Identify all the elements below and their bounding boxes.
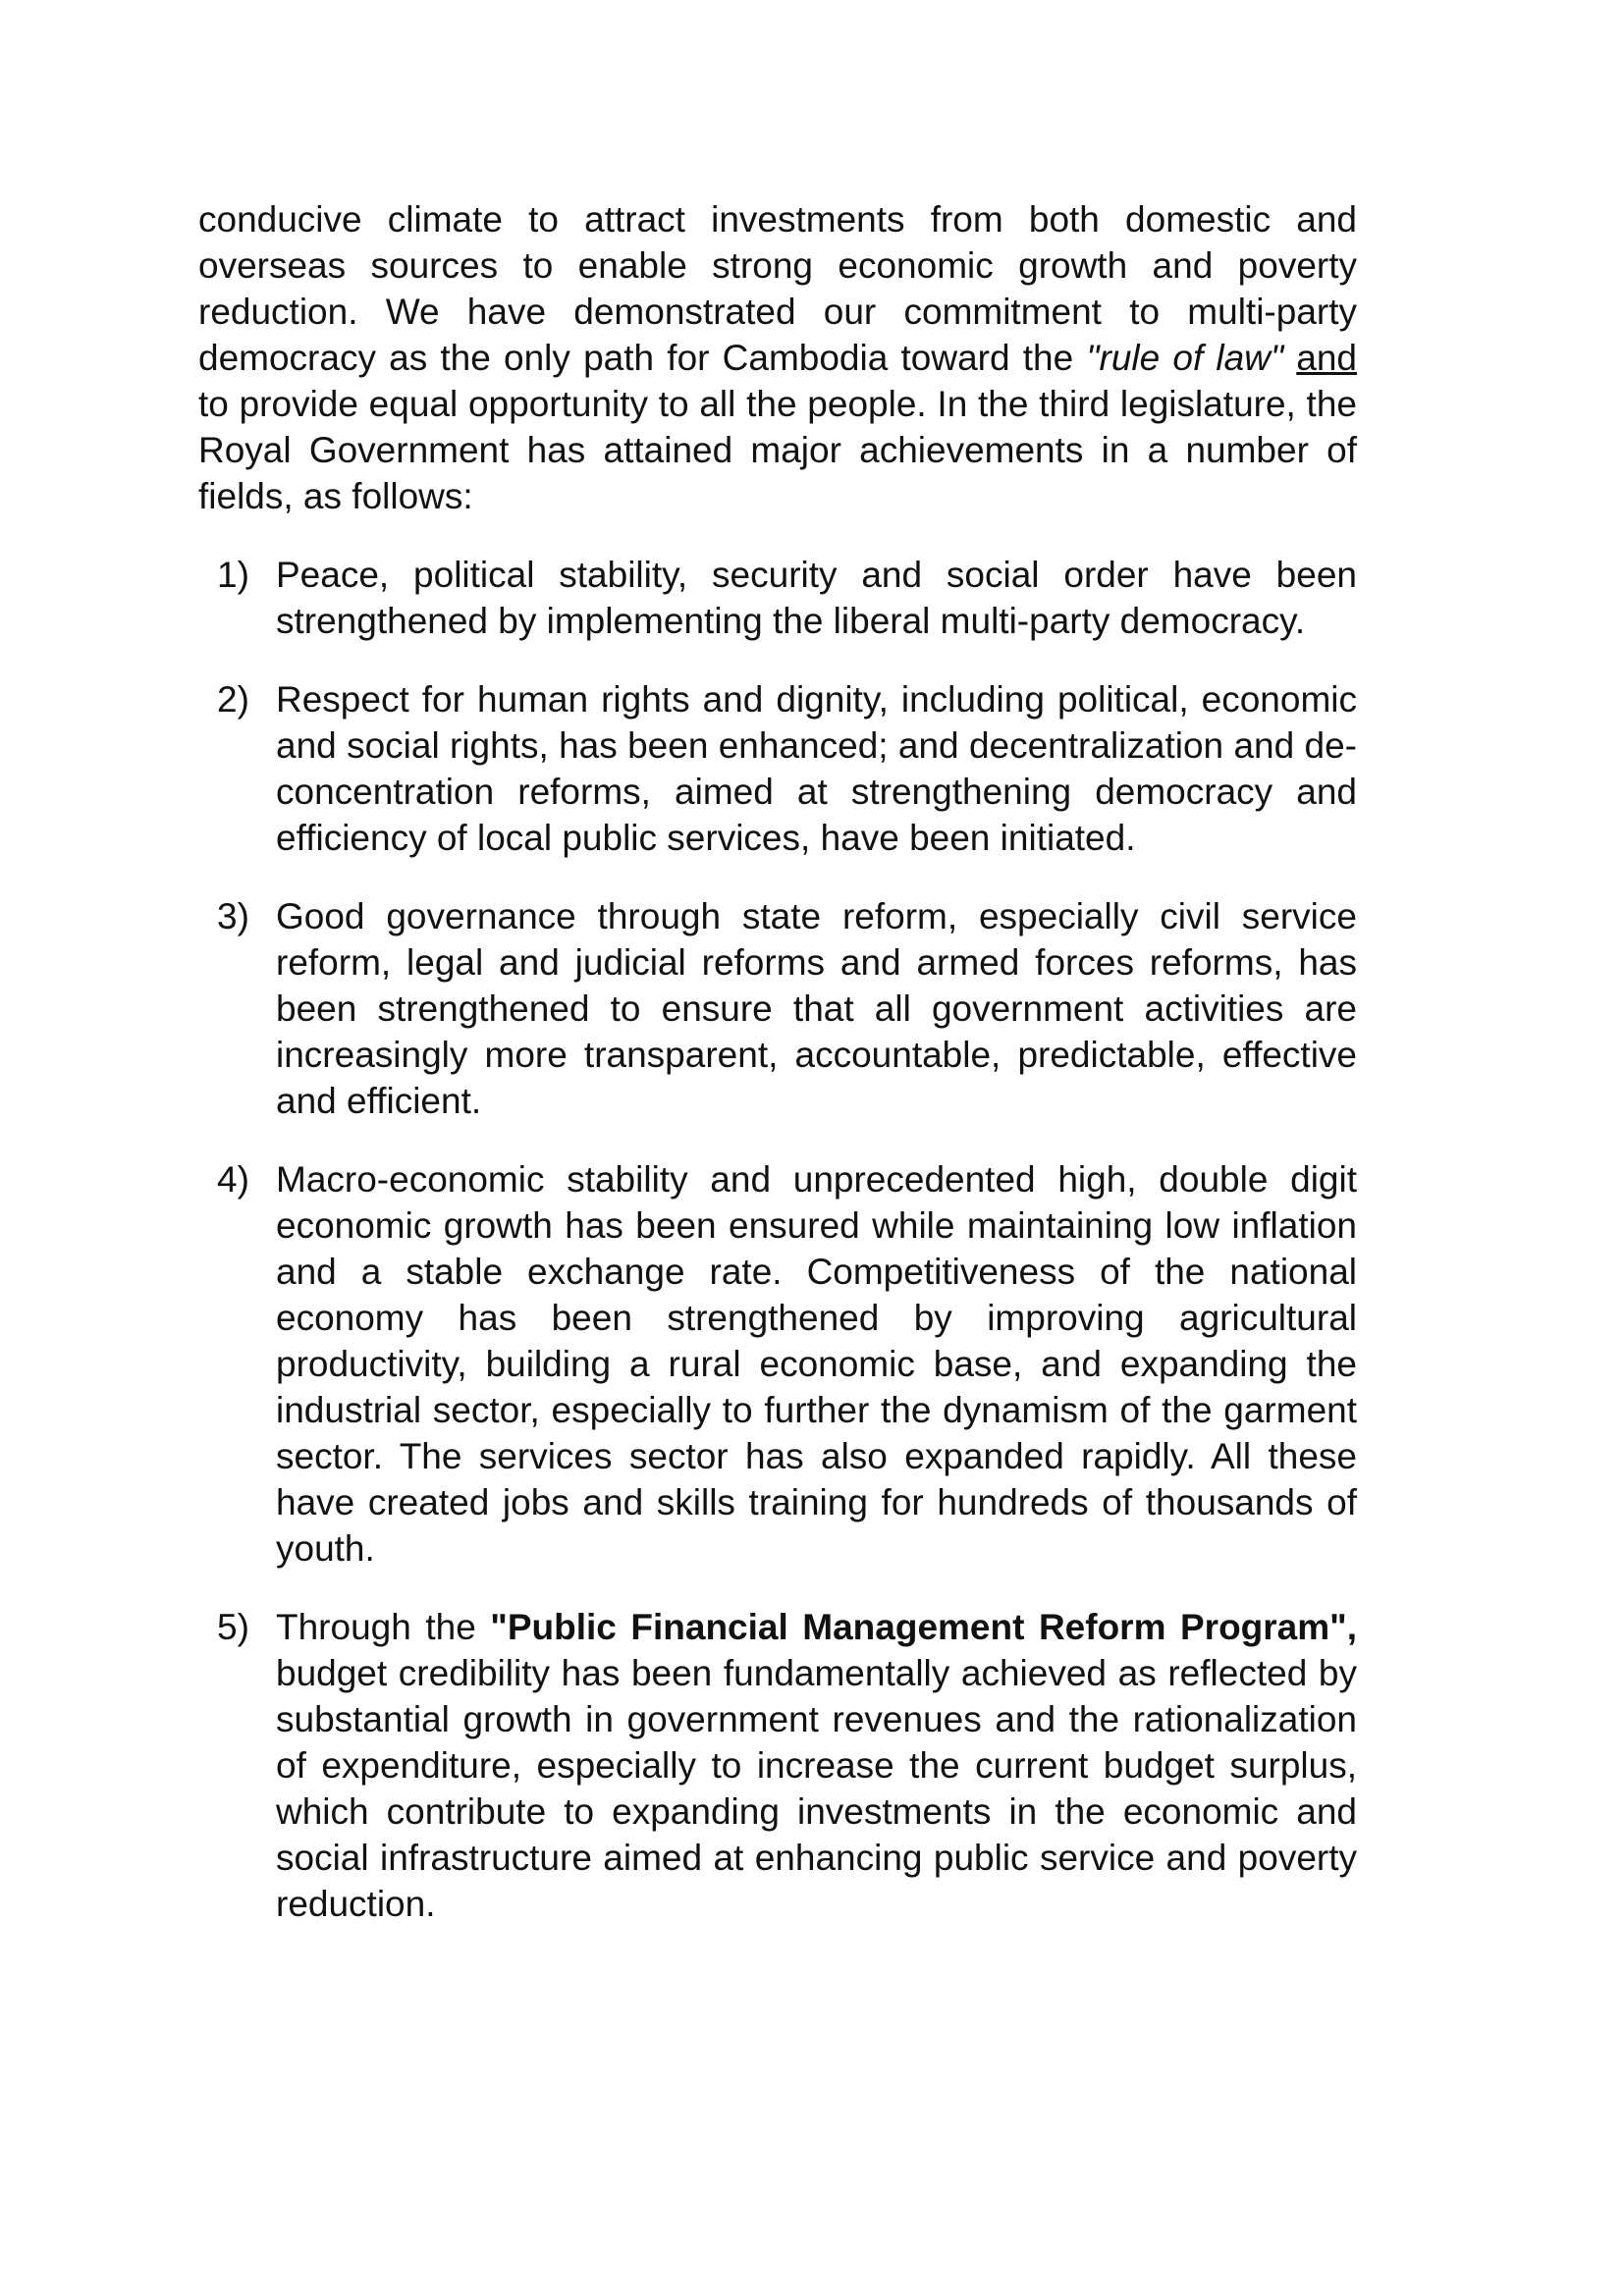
list-item (198, 893, 1357, 1124)
intro-text-part2: to provide equal opportunity to all the people. In the third legislature, the Royal Government has attained major achievements in a number of fields, as follows: (198, 384, 1357, 516)
list-item (198, 1156, 1357, 1572)
intro-paragraph (198, 196, 1357, 519)
list-item-text: Respect for human rights and dignity, including political, economic and social rights, has been enhanced; and decentralization and de-concentration reforms, aimed at strengthening democracy and efficiency of local public services, have been initiated. (276, 679, 1357, 858)
list-item (198, 552, 1357, 644)
intro-italic-quote: "rule of law" (1086, 338, 1284, 378)
program-name-bold: "Public Financial Management Reform Program", (490, 1607, 1357, 1647)
list-item-number: 1) (217, 555, 249, 595)
achievements-list (198, 552, 1357, 1927)
list-item-number: 2) (217, 679, 249, 720)
list-item-text: Good governance through state reform, especially civil service reform, legal and judicial reforms and armed forces reforms, has been strengthened to ensure that all government activities are increasingly more transparent, accountable, predictable, effective and efficient. (276, 896, 1357, 1121)
list-item-rest: budget credibility has been fundamentally achieved as reflected by substantial growth in government revenues and the rationalization of expenditure, especially to increase the current budget surplus, which contribute to expanding investments in the economic and social infrastructure aimed at enhancing public service and poverty reduction. (276, 1653, 1357, 1924)
intro-underlined-text: and (1296, 338, 1357, 378)
list-item-number: 3) (217, 896, 249, 936)
list-item-lead: Through the (276, 1607, 491, 1647)
list-item-text: Macro-economic stability and unprecedented high, double digit economic growth has been ensured while maintaining low inflation and a stable exchange rate. Competitiveness of the national economy has been strengthened by improving agricultural productivity, building a rural economic base, and expanding the industrial sector, especially to further the dynamism of the garment sector. The services sector has also expanded rapidly. All these have created jobs and skills training for hundreds of thousands of youth. (276, 1159, 1357, 1569)
intro-text-part1: conducive climate to attract investments from both domestic and overseas sources to enable strong economic growth and poverty reduction. We have demonstrated our commitment to multi-party democracy as the only path for Cambodia toward the (198, 199, 1357, 378)
document-page (198, 196, 1357, 1959)
intro-space (1283, 338, 1296, 378)
list-item (198, 676, 1357, 861)
list-item-number: 4) (217, 1159, 249, 1200)
list-item-text: Peace, political stability, security and social order have been strengthened by implementing the liberal multi-party democracy. (276, 555, 1357, 641)
list-item-text (276, 1604, 1357, 1927)
list-item-number: 5) (217, 1607, 249, 1647)
list-item (198, 1604, 1357, 1927)
